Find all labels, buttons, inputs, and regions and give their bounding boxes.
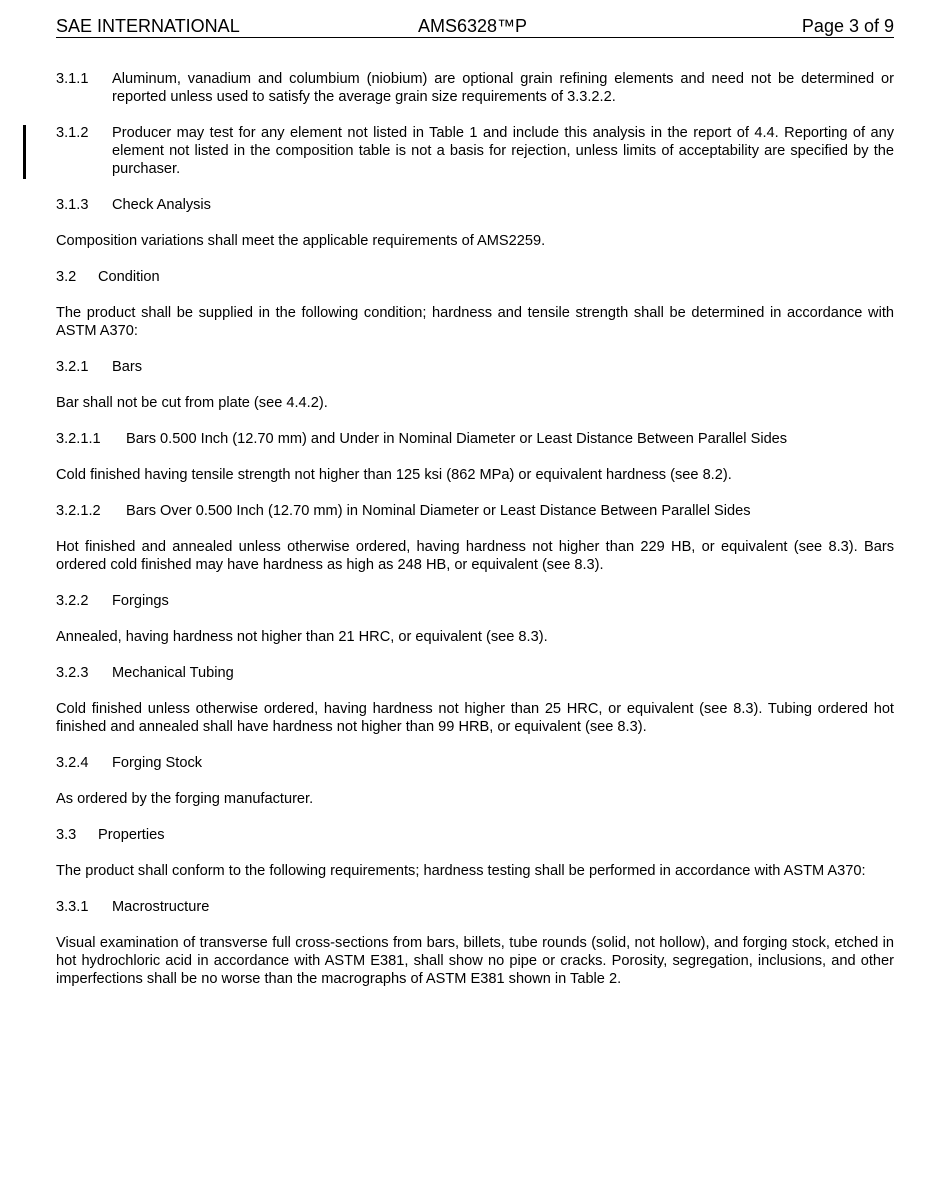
- heading-3-2-4: [56, 754, 894, 772]
- section-3-2-body: The product shall be supplied in the following condition; hardness and tensile strength shall be determined in accordance with ASTM A370:: [56, 305, 894, 339]
- section-title: Forgings: [112, 593, 169, 609]
- section-title: Mechanical Tubing: [112, 665, 234, 681]
- section-text: Aluminum, vanadium and columbium (niobium) are optional grain refining elements and need not be determined or reported unless used to satisfy the average grain size requirements of 3.3.2.2.: [112, 71, 894, 105]
- section-title: Bars: [112, 359, 143, 375]
- document-body: [56, 70, 894, 1006]
- section-number: 3.1.2: [56, 125, 89, 141]
- section-title: Properties: [98, 827, 165, 843]
- section-3-2-1-body: Bar shall not be cut from plate (see 4.4.2).: [56, 395, 328, 411]
- heading-3-3-1: [56, 898, 894, 916]
- heading-3-2-1: [56, 358, 894, 376]
- heading-3-2: [56, 268, 894, 286]
- section-title: Macrostructure: [112, 899, 210, 915]
- section-title: Condition: [98, 269, 160, 285]
- section-title: Bars 0.500 Inch (12.70 mm) and Under in Nominal Diameter or Least Distance Between Parallel Sides: [126, 431, 788, 447]
- section-text: Producer may test for any element not listed in Table 1 and include this analysis in the report of 4.4. Reporting of any element not listed in the composition table is not a basis for rejection, unless limits of acceptability are specified by the purchaser.: [112, 125, 894, 177]
- section-number: 3.1.1: [56, 71, 89, 87]
- heading-3-2-3: [56, 664, 894, 682]
- section-title: Bars Over 0.500 Inch (12.70 mm) in Nominal Diameter or Least Distance Between Parallel Sides: [126, 503, 751, 519]
- heading-3-2-1-1: [56, 430, 894, 448]
- header-page-number: Page 3 of 9: [801, 16, 894, 36]
- section-3-2-1-1-body: Cold finished having tensile strength not higher than 125 ksi (862 MPa) or equivalent hardness (see 8.2).: [56, 467, 732, 483]
- section-number: 3.3: [56, 827, 77, 843]
- heading-3-3: [56, 826, 894, 844]
- section-number: 3.2.4: [56, 755, 89, 771]
- section-3-2-2-body: Annealed, having hardness not higher than 21 HRC, or equivalent (see 8.3).: [56, 629, 548, 645]
- section-number: 3.2.2: [56, 593, 89, 609]
- section-number: 3.2.3: [56, 665, 89, 681]
- section-number: 3.1.3: [56, 197, 89, 213]
- section-3-2-4-body: As ordered by the forging manufacturer.: [56, 791, 314, 807]
- section-3-3-1-body: Visual examination of transverse full cross-sections from bars, billets, tube rounds (solid, not hollow), and forging stock, etched in hot hydrochloric acid in accordance with ASTM E381, shall show no pipe or cracks. Porosity, segregation, inclusions, and other imperfections shall be no worse than the macrographs of ASTM E381 shown in Table 2.: [56, 935, 894, 987]
- section-3-2-1-2-body: Hot finished and annealed unless otherwise ordered, having hardness not higher than 229 HB, or equivalent (see 8.3). Bars ordered cold finished may have hardness as high as 248 HB, or equivalent (see 8.3).: [56, 539, 894, 573]
- section-number: 3.2.1: [56, 359, 89, 375]
- heading-3-2-1-2: [56, 502, 894, 520]
- section-3-2-3-body: Cold finished unless otherwise ordered, having hardness not higher than 25 HRC, or equivalent (see 8.3). Tubing ordered hot finished and annealed shall have hardness not higher than 99 HRB, or equivalent (see 8.3).: [56, 701, 894, 735]
- section-3-1-1: [56, 70, 894, 106]
- section-3-1-3-body: Composition variations shall meet the applicable requirements of AMS2259.: [56, 233, 546, 249]
- section-number: 3.2.1.1: [56, 431, 101, 447]
- heading-3-2-2: [56, 592, 894, 610]
- section-number: 3.2.1.2: [56, 503, 101, 519]
- section-3-1-2: [56, 124, 894, 178]
- section-title: Forging Stock: [112, 755, 203, 771]
- page-header: [56, 16, 894, 38]
- section-number: 3.2: [56, 269, 77, 285]
- header-document-id: AMS6328™P: [418, 16, 528, 36]
- header-organization: SAE INTERNATIONAL: [56, 16, 240, 36]
- section-3-3-body: The product shall conform to the following requirements; hardness testing shall be performed in accordance with ASTM A370:: [56, 863, 866, 879]
- section-number: 3.3.1: [56, 899, 89, 915]
- section-title: Check Analysis: [112, 197, 211, 213]
- heading-3-1-3: [56, 196, 894, 214]
- revision-change-bar: [23, 125, 26, 179]
